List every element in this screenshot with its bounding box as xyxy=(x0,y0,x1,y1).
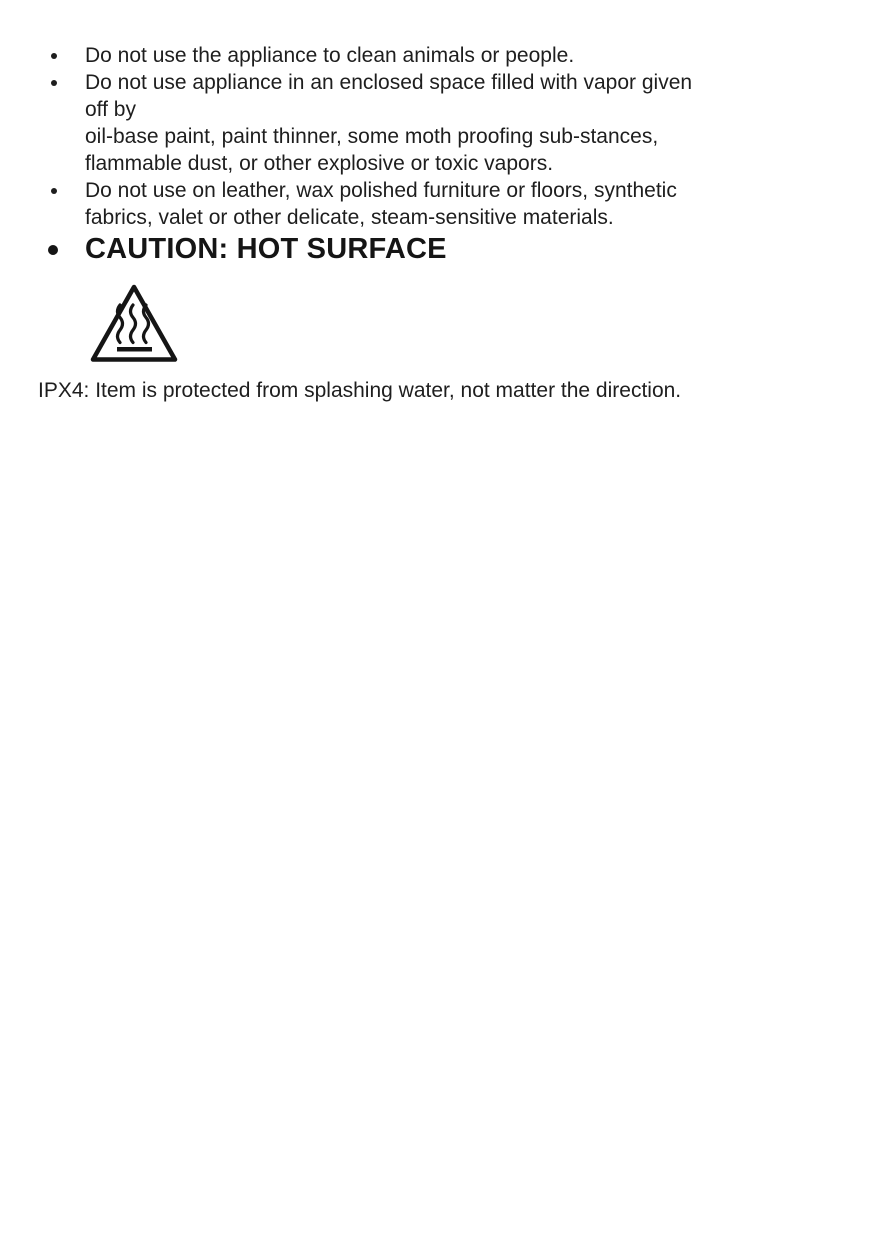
hot-surface-warning-icon xyxy=(90,284,178,363)
warning-text: fabrics, valet or other delicate, steam-sensitive materials. xyxy=(85,206,614,229)
caution-heading xyxy=(38,231,843,268)
list-item xyxy=(38,69,843,177)
warning-text: off by xyxy=(85,98,136,121)
warning-text: Do not use appliance in an enclosed space filled with vapor given xyxy=(85,71,693,94)
ipx4-note: IPX4: Item is protected from splashing water, not matter the direction. xyxy=(38,379,682,402)
warning-text: Do not use the appliance to clean animals or people. xyxy=(85,44,575,67)
warning-text: Do not use on leather, wax polished furniture or floors, synthetic xyxy=(85,179,677,202)
warning-text: oil-base paint, paint thinner, some moth proofing sub-stances, xyxy=(85,125,659,148)
warning-list xyxy=(38,42,843,268)
caution-heading-text: CAUTION: HOT SURFACE xyxy=(85,233,447,265)
warning-text: flammable dust, or other explosive or toxic vapors. xyxy=(85,152,554,175)
list-item xyxy=(38,177,843,231)
list-item xyxy=(38,42,843,69)
